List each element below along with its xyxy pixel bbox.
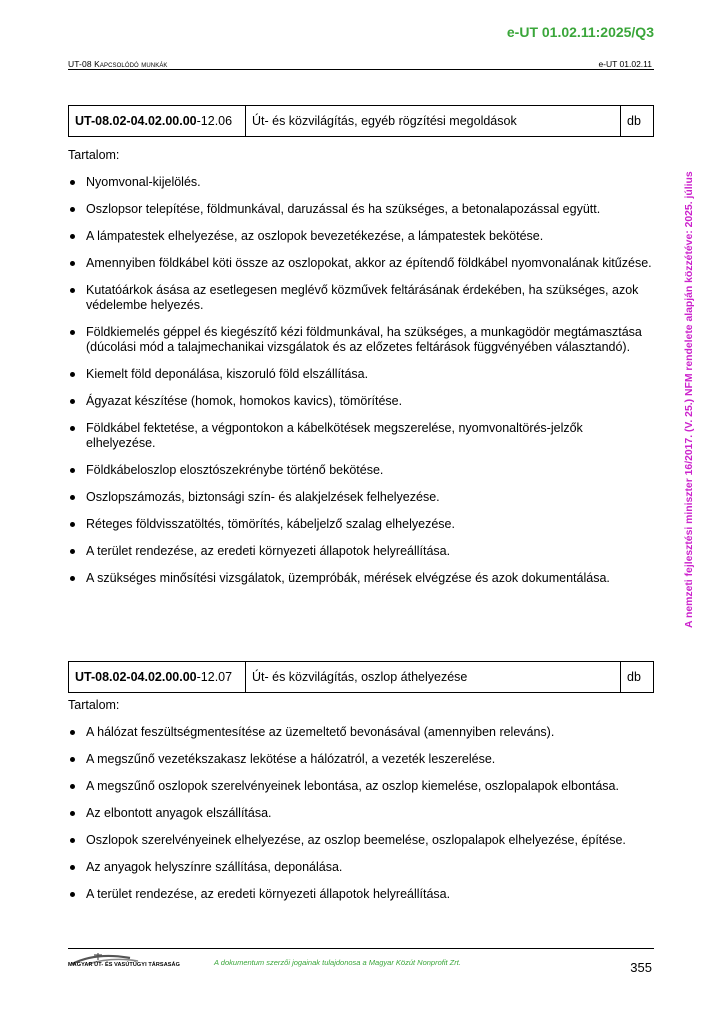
document-code: e-UT 01.02.11:2025/Q3 bbox=[506, 24, 654, 40]
list-item: A lámpatestek elhelyezése, az oszlopok bevezetékezése, a lámpatestek bekötése. bbox=[68, 229, 653, 244]
list-item: A szükséges minősítési vizsgálatok, üzempróbák, mérések elvégzése és azok dokumentálása. bbox=[68, 571, 653, 586]
header-rule bbox=[68, 69, 654, 70]
logo-text: MAGYAR ÚT- ÉS VASÚTÜGYI TÁRSASÁG bbox=[68, 962, 180, 968]
list-item: Réteges földvisszatöltés, tömörítés, kábeljelző szalag elhelyezése. bbox=[68, 517, 653, 532]
publication-note: A nemzeti fejlesztési miniszter 16/2017. (V. 25.) NFM rendelete alapján közzétéve: 2025. július bbox=[684, 171, 695, 628]
item-title: Út- és közvilágítás, oszlop áthelyezése bbox=[246, 662, 621, 693]
list-item: Kutatóárkok ásása az esetlegesen meglévő közművek feltárásának érdekében, ha szükséges, azok védelembe helyezés. bbox=[68, 283, 653, 313]
content-label: Tartalom: bbox=[68, 698, 120, 712]
item-code: UT-08.02-04.02.00.00-12.06 bbox=[69, 106, 246, 137]
content-label: Tartalom: bbox=[68, 148, 120, 162]
list-item: Földkábel fektetése, a végpontokon a kábelkötések megszerelése, nyomvonaltörés-jelzők elhelyezése. bbox=[68, 421, 653, 451]
list-item: A megszűnő vezetékszakasz lekötése a hálózatról, a vezeték leszerelése. bbox=[68, 752, 653, 767]
item-header-table bbox=[68, 661, 654, 693]
list-item: Ágyazat készítése (homok, homokos kavics), tömörítése. bbox=[68, 394, 653, 409]
list-item: Nyomvonal-kijelölés. bbox=[68, 175, 653, 190]
item-header-table bbox=[68, 105, 654, 137]
item-code: UT-08.02-04.02.00.00-12.07 bbox=[69, 662, 246, 693]
company-logo-icon bbox=[68, 950, 178, 972]
list-item: Földkiemelés géppel és kiegészítő kézi földmunkával, ha szükséges, a munkagödör megtámasztása (dúcolási mód a talajmechanikai vizsgálatok és az előzetes feltárások függvényében választandó). bbox=[68, 325, 653, 355]
list-item: Amennyiben földkábel köti össze az oszlopokat, akkor az építendő földkábel nyomvonalának kitűzése. bbox=[68, 256, 653, 271]
copyright-notice: A dokumentum szerzői jogainak tulajdonosa a Magyar Közút Nonprofit Zrt. bbox=[214, 958, 461, 967]
list-item: A megszűnő oszlopok szerelvényeinek lebontása, az oszlop kiemelése, oszlopalapok elbontása. bbox=[68, 779, 653, 794]
footer-rule bbox=[68, 948, 654, 949]
item-unit: db bbox=[621, 662, 654, 693]
list-item: A hálózat feszültségmentesítése az üzemeltető bevonásával (amennyiben releváns). bbox=[68, 725, 653, 740]
list-item: Az anyagok helyszínre szállítása, deponálása. bbox=[68, 860, 653, 875]
content-list bbox=[68, 725, 653, 914]
page-number: 355 bbox=[630, 960, 652, 975]
list-item: Oszlopszámozás, biztonsági szín- és alakjelzések felhelyezése. bbox=[68, 490, 653, 505]
list-item: Kiemelt föld deponálása, kiszoruló föld elszállítása. bbox=[68, 367, 653, 382]
item-title: Út- és közvilágítás, egyéb rögzítési megoldások bbox=[246, 106, 621, 137]
list-item: A terület rendezése, az eredeti környezeti állapotok helyreállítása. bbox=[68, 544, 653, 559]
item-unit: db bbox=[621, 106, 654, 137]
list-item: Földkábeloszlop elosztószekrénybe történő bekötése. bbox=[68, 463, 653, 478]
list-item: Az elbontott anyagok elszállítása. bbox=[68, 806, 653, 821]
list-item: Oszlopsor telepítése, földmunkával, daruzással és ha szükséges, a betonalapozással együtt. bbox=[68, 202, 653, 217]
chapter-header: UT-08 Kapcsolódó munkák bbox=[68, 59, 168, 69]
list-item: Oszlopok szerelvényeinek elhelyezése, az oszlop beemelése, oszlopalapok elhelyezése, építése. bbox=[68, 833, 653, 848]
content-list bbox=[68, 175, 653, 598]
document-reference: e-UT 01.02.11 bbox=[598, 59, 652, 69]
list-item: A terület rendezése, az eredeti környezeti állapotok helyreállítása. bbox=[68, 887, 653, 902]
